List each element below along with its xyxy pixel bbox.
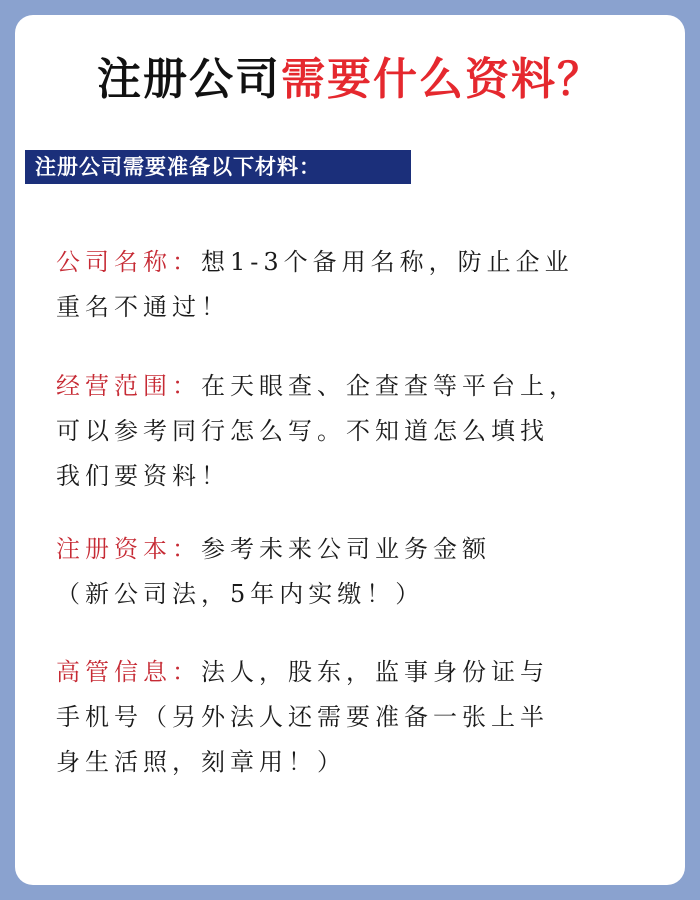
section-line: 我们要资料！ xyxy=(56,462,230,490)
title-part-1: 注册公司 xyxy=(97,54,281,105)
section-label: 公司名称： xyxy=(56,248,201,276)
section-line: 重名不通过！ xyxy=(56,293,230,321)
section-line xyxy=(56,527,646,572)
section-text: 在天眼查、企查查等平台上， xyxy=(201,372,578,400)
section-executive-info xyxy=(56,650,646,785)
section-label: 高管信息： xyxy=(56,658,201,686)
section-registered-capital xyxy=(56,527,646,617)
section-line: 身生活照，刻章用！） xyxy=(56,748,346,776)
section-text: 法人，股东，监事身份证与 xyxy=(201,658,549,686)
section-company-name xyxy=(56,240,646,330)
title-part-2: 需要什么资料？ xyxy=(281,54,603,105)
section-line xyxy=(56,364,646,409)
section-banner: 注册公司需要准备以下材料： xyxy=(25,150,411,184)
section-line: （新公司法，5年内实缴！） xyxy=(56,580,425,608)
page-title xyxy=(0,52,700,108)
section-line xyxy=(56,240,646,285)
section-text: 想1-3个备用名称，防止企业 xyxy=(201,248,574,276)
section-label: 经营范围： xyxy=(56,372,201,400)
section-line xyxy=(56,650,646,695)
section-text: 参考未来公司业务金额 xyxy=(201,535,491,563)
section-business-scope xyxy=(56,364,646,499)
section-label: 注册资本： xyxy=(56,535,201,563)
section-line: 手机号（另外法人还需要准备一张上半 xyxy=(56,703,549,731)
section-line: 可以参考同行怎么写。不知道怎么填找 xyxy=(56,417,549,445)
